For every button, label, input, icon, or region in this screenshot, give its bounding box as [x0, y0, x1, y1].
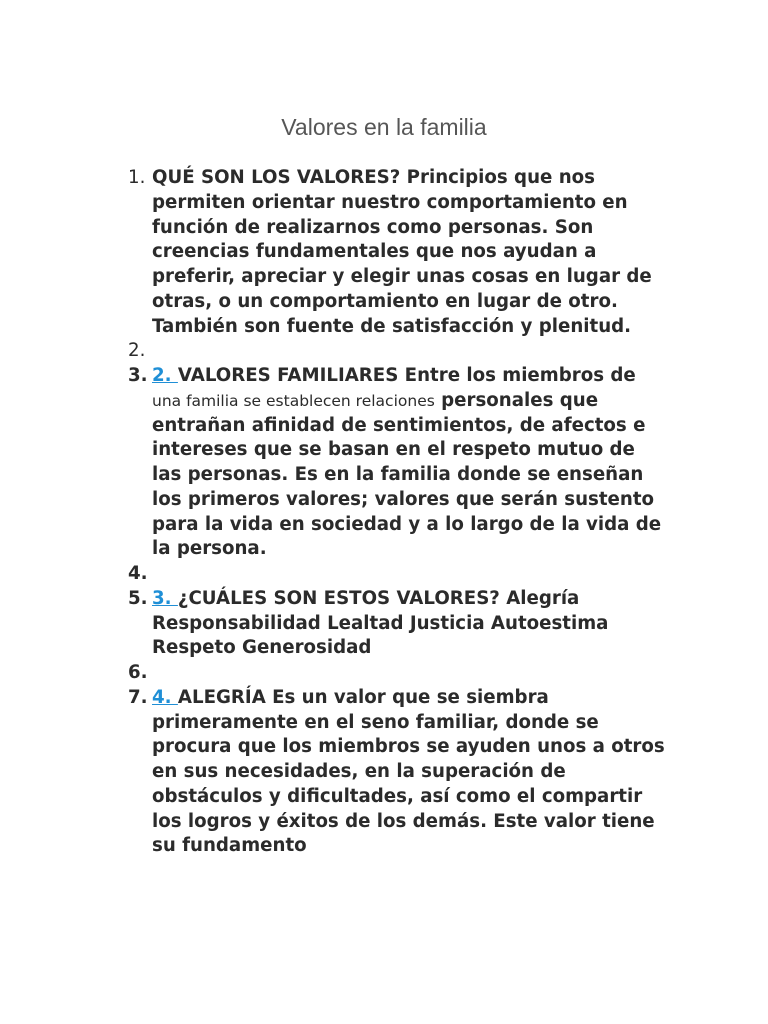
- list-item-small-text: una familia se establecen relaciones: [152, 391, 435, 410]
- section-link[interactable]: 3.: [152, 587, 178, 609]
- list-item-6: [128, 661, 668, 686]
- list-item-text: VALORES FAMILIARES Entre los miembros de: [177, 365, 636, 386]
- list-item-content: [152, 686, 668, 859]
- list-item-4: [128, 562, 668, 587]
- section-link[interactable]: 4.: [152, 686, 178, 708]
- section-link[interactable]: 2.: [152, 365, 178, 386]
- list-item-2: [128, 339, 668, 364]
- list-number: 6.: [128, 662, 148, 683]
- document-title: Valores en la familia: [281, 114, 487, 140]
- list-item-text: QUÉ SON LOS VALORES? Principios que nos permiten orientar nuestro comportamiento en función de realizarnos como personas. Son creencias fundamentales que nos ayudan a preferir, apreciar y elegir unas cosas en lugar de otras, o un comportamiento en lugar de otro. También son fuente de satisfacción y plenitud.: [152, 167, 652, 337]
- list-number: 7.: [128, 686, 148, 708]
- list-number: 1.: [128, 167, 146, 188]
- list-number: 3.: [128, 365, 148, 386]
- list-item-content: [152, 587, 668, 661]
- list-item-5: [128, 587, 668, 661]
- list-item-1: [128, 166, 668, 339]
- document-body: [128, 166, 668, 859]
- list-item-text: ¿CUÁLES SON ESTOS VALORES? Alegría Responsabilidad Lealtad Justicia Autoestima Respeto Generosidad: [152, 587, 609, 659]
- list-number: 5.: [128, 587, 148, 609]
- list-item-7: [128, 686, 668, 859]
- list-item-content: [152, 364, 668, 562]
- list-number: 2.: [128, 340, 146, 362]
- list-number: 4.: [128, 563, 148, 584]
- list-item-3: [128, 364, 668, 562]
- list-item-text: ALEGRÍA Es un valor que se siembra primeramente en el seno familiar, donde se procura que los miembros se ayuden unos a otros en sus necesidades, en la superación de obstáculos y dificultades, así como el compartir los logros y éxitos de los demás. Este valor tiene su fundamento: [152, 686, 665, 857]
- list-item-text-continued: personales que entrañan afinidad de sentimientos, de afectos e intereses que se basan en el respeto mutuo de las personas. Es en la familia donde se enseñan los primeros valores; valores que serán sustento para la vida en sociedad y a lo largo de la vida de la persona.: [152, 389, 662, 560]
